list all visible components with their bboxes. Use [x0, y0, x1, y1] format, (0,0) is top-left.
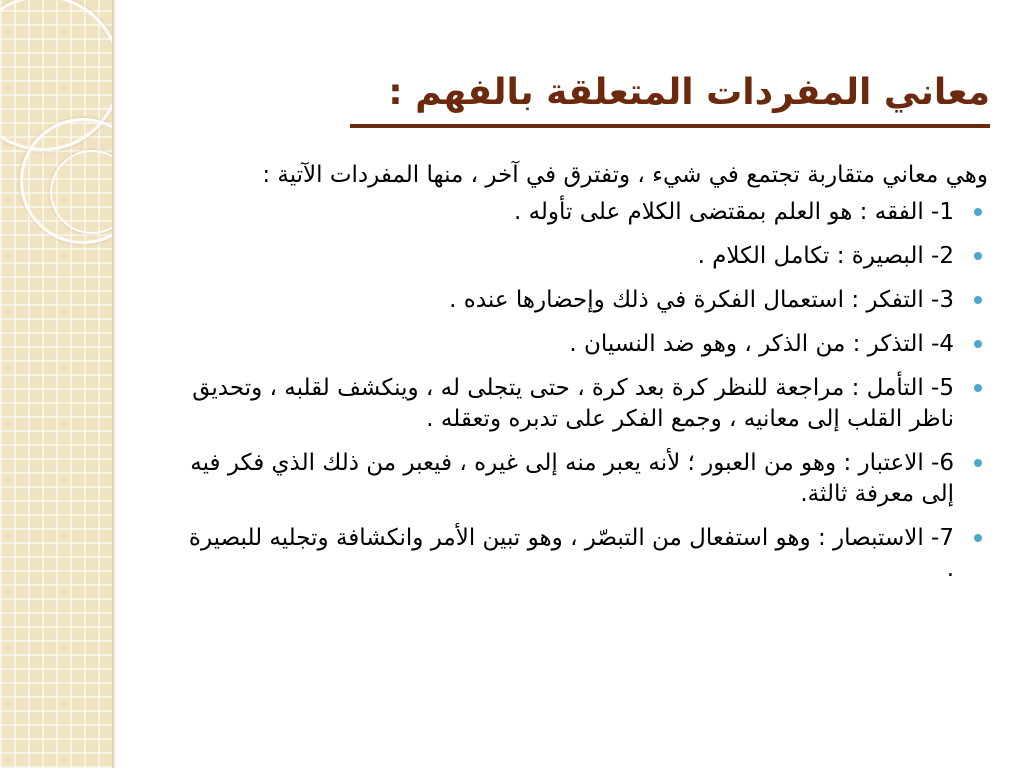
- decorative-side-band: [0, 0, 112, 768]
- list-item-text: 6- الاعتبار : وهو من العبور ؛ لأنه يعبر منه إلى غيره ، فيعبر من ذلك الذي فكر فيه إلى معرفة ثالثة.: [190, 450, 954, 507]
- list-item: [178, 373, 988, 435]
- slide-content: [178, 160, 988, 598]
- list-item: [178, 329, 988, 360]
- list-item: [178, 285, 988, 316]
- bullet-dot-icon: [974, 459, 982, 467]
- list-item-text: 1- الفقه : هو العلم بمقتضى الكلام على تأوله .: [513, 199, 954, 225]
- bullet-dot-icon: [974, 296, 982, 304]
- list-item: [178, 241, 988, 272]
- side-band-edge: [112, 0, 116, 768]
- list-item-text: 7- الاستبصار : وهو استفعال من التبصّر ، وهو تبين الأمر وانكشافة وتجليه للبصيرة .: [188, 525, 954, 582]
- list-item-text: 5- التأمل : مراجعة للنظر كرة بعد كرة ، حتى يتجلى له ، وينكشف لقلبه ، وتحديق ناظر القلب إلى معانيه ، وجمع الفكر على تدبره وتعقله .: [192, 375, 954, 432]
- list-item-text: 2- البصيرة : تكامل الكلام .: [697, 243, 954, 269]
- list-item: [178, 448, 988, 510]
- bullet-dot-icon: [974, 340, 982, 348]
- slide-title: معاني المفردات المتعلقة بالفهم :: [388, 72, 990, 113]
- title-underline: [350, 124, 990, 128]
- bullet-dot-icon: [974, 534, 982, 542]
- bullet-dot-icon: [974, 208, 982, 216]
- list-item: [178, 523, 988, 585]
- list-item: [178, 197, 988, 228]
- bullet-dot-icon: [974, 252, 982, 260]
- intro-paragraph: وهي معاني متقاربة تجتمع في شيء ، وتفترق في آخر ، منها المفردات الآتية :: [262, 162, 988, 188]
- bullet-dot-icon: [974, 384, 982, 392]
- definitions-list: [178, 197, 988, 585]
- list-item-text: 4- التذكر : من الذكر ، وهو ضد النسيان .: [569, 331, 954, 357]
- list-item-text: 3- التفكر : استعمال الفكرة في ذلك وإحضارها عنده .: [449, 287, 954, 313]
